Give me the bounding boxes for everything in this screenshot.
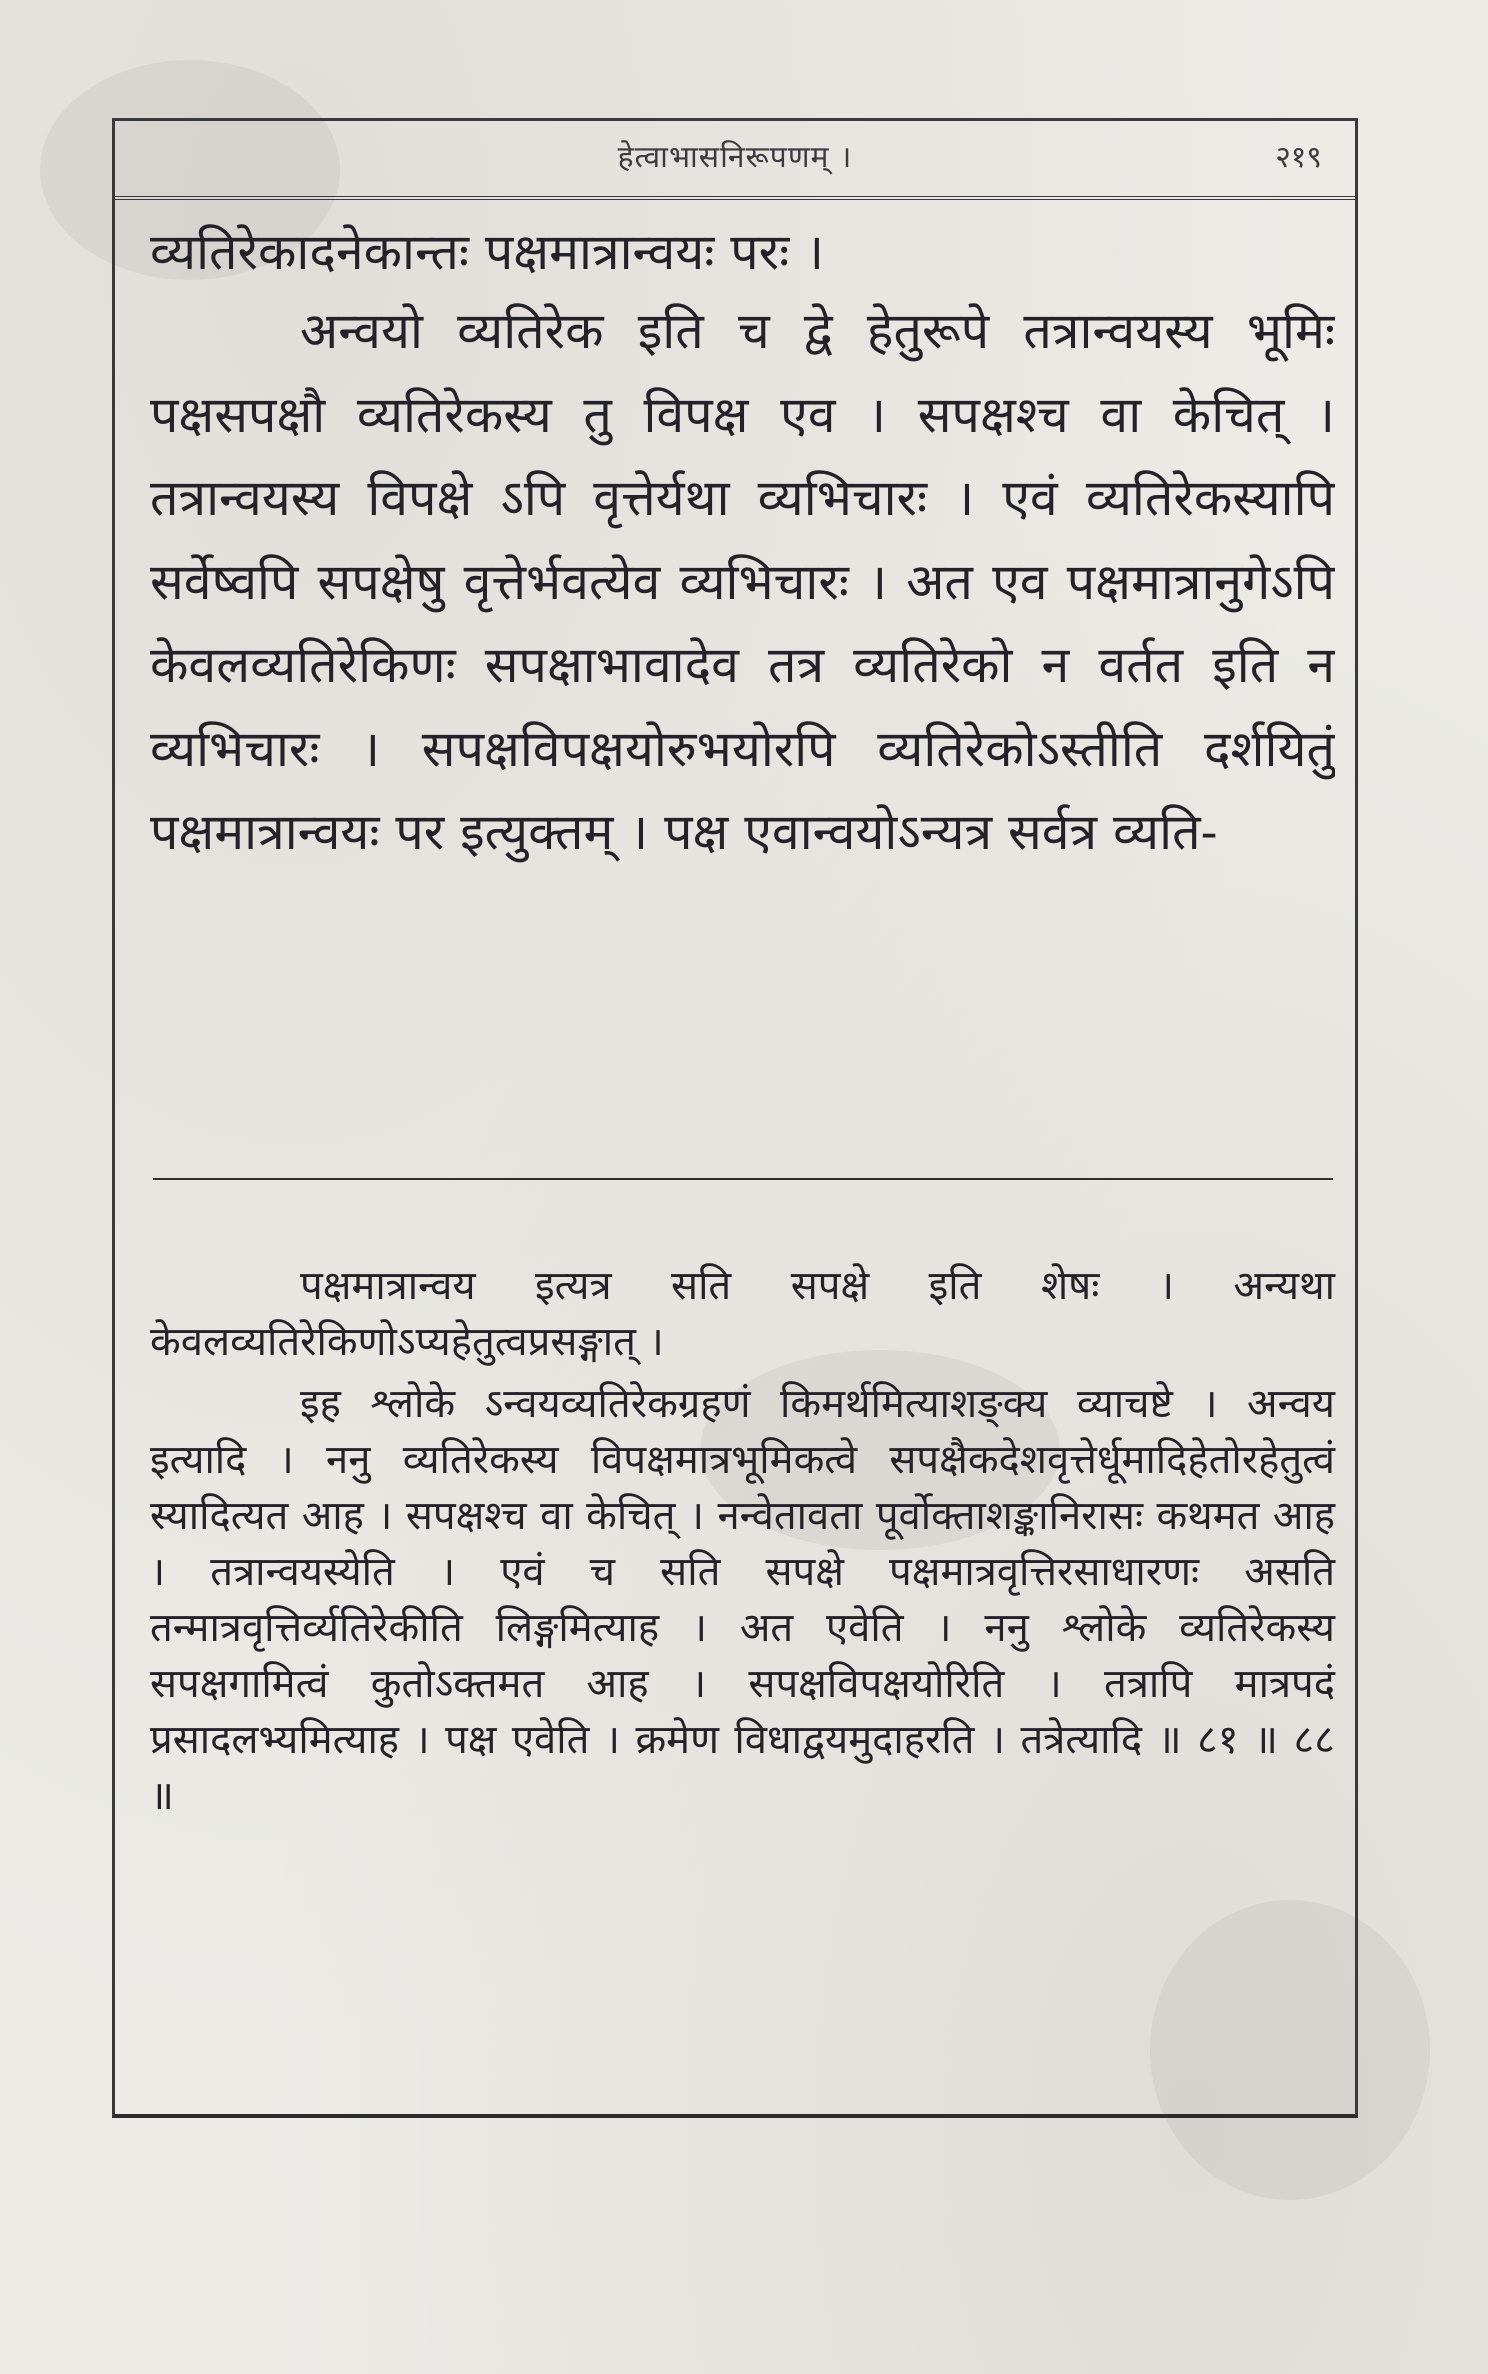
section-divider	[153, 1178, 1333, 1180]
running-title: हेत्वाभासनिरूपणम् ।	[617, 140, 853, 175]
page-number: २१९	[1275, 140, 1322, 175]
verse-line: व्यतिरेकादनेकान्तः पक्षमात्रान्वयः परः ।	[150, 223, 825, 281]
commentary-paragraph-2: इह श्लोके ऽन्वयव्यतिरेकग्रहणं किमर्थमित्याशङ्क्य व्याचष्टे । अन्वय इत्यादि । ननु व्यतिरेकस्य विपक्षमात्रभूमिकत्वे सपक्षैकदेशवृत्तेर्धूमादिहेतोरहेतुत्वं स्यादित्यत आह । सपक्षश्च वा केचित् । नन्वेतावता पूर्वोक्ताशङ्कानिरासः कथमत आह । तत्रान्वयस्येति । एवं च सति सपक्षे पक्षमात्रवृत्तिरसाधारणः असति तन्मात्रवृत्तिर्व्यतिरेकीति लिङ्गमित्याह । अत एवेति । ननु श्लोके व्यतिरेकस्य सपक्षगामित्वं कुतोऽक्तमत आह । सपक्षविपक्षयोरिति । तत्रापि मात्रपदं प्रसादलभ्यमित्याह । पक्ष एवेति । क्रमेण विधाद्वयमुदाहरति । तत्रेत्यादि ॥ ८१ ॥ ८८ ॥	[150, 1381, 1335, 1819]
main-text-block: अन्वयो व्यतिरेक इति च द्वे हेतुरूपे तत्रान्वयस्य भूमिः पक्षसपक्षौ व्यतिरेकस्य तु विपक्ष एव । सपक्षश्च वा केचित् । तत्रान्वयस्य विपक्षे ऽपि वृत्तेर्यथा व्यभिचारः । एवं व्यतिरेकस्यापि सर्वेष्वपि सपक्षेषु वृत्तेर्भवत्येव व्यभिचारः । अत एव पक्षमात्रानुगेऽपि केवलव्यतिरेकिणः सपक्षाभावादेव तत्र व्यतिरेको न वर्तत इति न व्यभिचारः । सपक्षविपक्षयोरुभयोरपि व्यतिरेकोऽस्तीति दर्शयितुं पक्षमात्रान्वयः पर इत्युक्तम् । पक्ष एवान्वयोऽन्यत्र सर्वत्र व्यति-	[150, 302, 1335, 861]
commentary-paragraph-1: पक्षमात्रान्वय इत्यत्र सति सपक्षे इति शेषः । अन्यथा केवलव्यतिरेकिणोऽप्यहेतुत्वप्रसङ्गात् ।	[150, 1263, 1335, 1365]
page-header	[112, 118, 1358, 200]
commentary-block	[150, 1258, 1335, 1830]
